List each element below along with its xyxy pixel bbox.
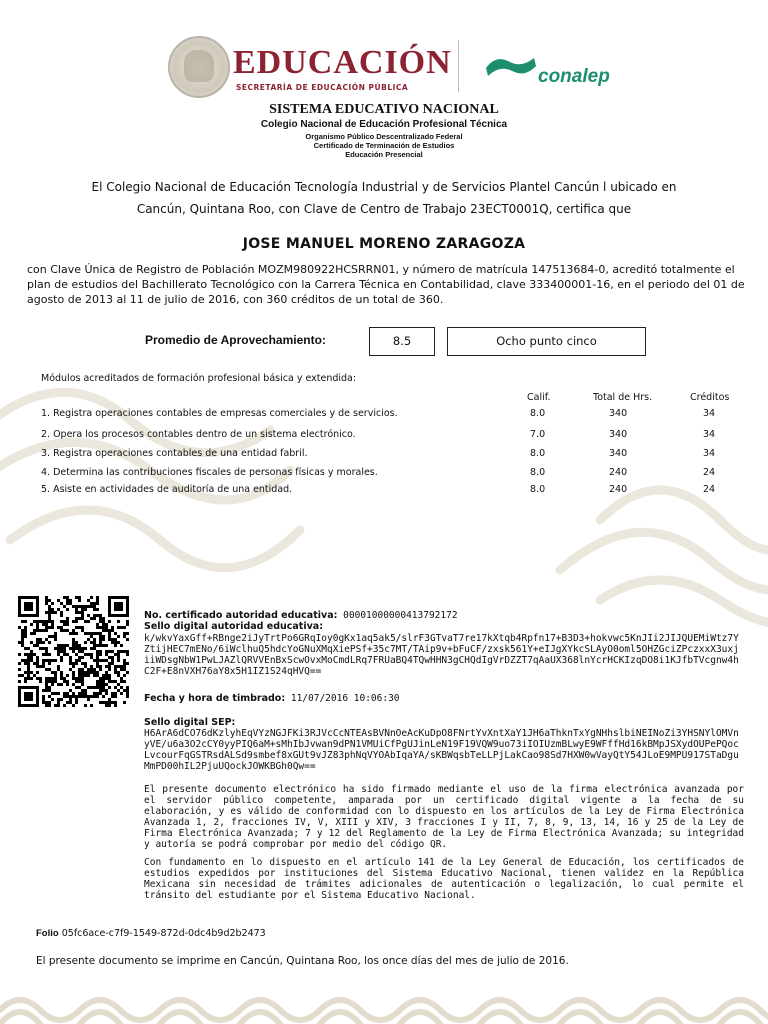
module-credits: 34 — [703, 429, 716, 440]
college-title: Colegio Nacional de Educación Profesional Técnica — [260, 119, 508, 130]
timestamp-value: 11/07/2016 10:06:30 — [290, 693, 400, 704]
student-name: JOSE MANUEL MORENO ZARAGOZA — [242, 236, 526, 252]
certification-details: con Clave Única de Registro de Población MOZM980922HCSRRN01, y número de matrícula 147513684-0, acreditó totalmente el plan de estudios del Bachillerato Tecnológico con la Carrera Técnica en Contabilidad, clave 333400001-16, en el periodo del 01 de agosto de 2013 al 11 de julio de 2016, con 360 créditos de un total de 360. — [27, 263, 745, 306]
module-row — [41, 484, 741, 500]
module-row — [41, 467, 741, 483]
legal-notice-signature: El presente documento electrónico ha sido firmado mediante el uso de la firma electrónica avanzada por el servidor público competente, amparada por un certificado digital vigente a la fecha de su elaboración, y es válido de conformidad con lo dispuesto en los artículos de la Ley de Firma Electrónica Avanzada 1, 2, fracciones IV, V, XIII y XIV, 3 fracciones I y II, 7, 8, 9, 13, 14, 16 y 25 de la Ley de Firma Electrónica Avanzada; 7 y 12 del Reglamento de la Ley de Firma Electrónica Avanzada; su integridad y autoría se podrá comprobar por medio del código QR. — [144, 784, 744, 850]
verification-qr-code[interactable] — [18, 596, 129, 707]
conalep-logo-text: conalep — [538, 66, 610, 87]
national-seal-logo — [168, 36, 230, 98]
module-grade: 8.0 — [530, 448, 546, 459]
average-value-box: 8.5 — [369, 327, 435, 356]
certification-line-1: El Colegio Nacional de Educación Tecnología Industrial y de Servicios Plantel Cancún l ubicado en — [91, 180, 677, 194]
module-hours: 240 — [609, 467, 628, 478]
module-grade: 8.0 — [530, 408, 546, 419]
average-words-box: Ocho punto cinco — [447, 327, 646, 356]
module-grade: 7.0 — [530, 429, 546, 440]
module-hours: 340 — [609, 408, 628, 419]
folio-value: 05fc6ace-c7f9-1549-872d-0dc4b9d2b2473 — [61, 928, 266, 939]
sep-logo-title: EDUCACIÓN — [233, 44, 452, 81]
column-header-credits: Créditos — [690, 392, 730, 403]
certificate-number-value: 00001000000413792172 — [343, 610, 458, 621]
module-row — [41, 429, 741, 445]
sep-seal-value: H6ArA6dCO76dKzlyhEqVYzNGJFKi3RJVcCcNTEAsBVNnOeAcKuDpO8FNrtYvXntXaY1JH6aThknTxYgNHhslbiNEINoZi3YHSNYlOMVnyVE/u6a3O2cCY0yyPIQ6aM+sMhIbJvwan9dPN1VMUiCfPgUJinLeN19F19VQW9uo73iIOIUzmBLwyE9WFffHd16kBMpJSXydOUPePQocLvcourFqGSTRsdALSd9smbef8xGUt9vJZ83phNqVYOAbIqaYA/sKBWqsbTeLLPjLakCao98Sd7HXW0wVayQtY54JLoE9MPU917STaDguMmPD00hIL2PjuUQockJOWKBGh0Qw== — [144, 728, 739, 772]
header-divider — [458, 40, 459, 92]
sep-logo-subtitle: SECRETARÍA DE EDUCACIÓN PÚBLICA — [236, 83, 409, 92]
system-title: SISTEMA EDUCATIVO NACIONAL — [269, 102, 499, 117]
module-description: 5. Asiste en actividades de auditoría de una entidad. — [41, 484, 293, 495]
module-row — [41, 408, 741, 424]
module-description: 4. Determina las contribuciones fiscales de personas físicas y morales. — [41, 467, 378, 478]
folio — [36, 928, 266, 939]
conalep-logo-icon — [484, 52, 538, 84]
certification-line-2: Cancún, Quintana Roo, con Clave de Centro de Trabajo 23ECT0001Q, certifica que — [136, 202, 632, 216]
module-hours: 240 — [609, 484, 628, 495]
module-credits: 24 — [703, 467, 716, 478]
module-credits: 34 — [703, 408, 716, 419]
legal-notice-validity: Con fundamento en lo dispuesto en el artículo 141 de la Ley General de Educación, los certificados de estudios expedidos por instituciones del Sistema Educativo Nacional, tienen validez en la República Mexicana sin necesidad de trámites adicionales de autenticación o legalización, lo cual permite el tránsito del estudiante por el Sistema Educativo Nacional. — [144, 857, 744, 901]
sep-seal-label: Sello digital SEP: — [144, 717, 236, 728]
certificate-number-label: No. certificado autoridad educativa: — [144, 610, 338, 621]
org-type-line: Organismo Público Descentralizado Federal — [305, 132, 463, 141]
module-credits: 24 — [703, 484, 716, 495]
certificate-type-line: Certificado de Terminación de Estudios — [313, 141, 455, 150]
timestamp-label: Fecha y hora de timbrado: — [144, 693, 286, 704]
education-mode-line: Educación Presencial — [345, 150, 423, 159]
education-seal-label: Sello digital autoridad educativa: — [144, 621, 324, 632]
module-hours: 340 — [609, 429, 628, 440]
certificate-number — [144, 610, 744, 621]
folio-label: Folio — [36, 928, 59, 939]
module-grade: 8.0 — [530, 467, 546, 478]
average-label: Promedio de Aprovechamiento: — [145, 333, 326, 347]
module-hours: 340 — [609, 448, 628, 459]
module-row — [41, 448, 741, 464]
module-description: 1. Registra operaciones contables de empresas comerciales y de servicios. — [41, 408, 398, 419]
education-seal-value: k/wkvYaxGff+RBnge2iJyTrtPo6GRqIoy0gKx1aq5ak5/slrF3GTvaT7re17kXtqb4Rpfn17+B3D3+hokvwc5KnJIi2JIJQUEMiWtz7YZtijHEC7mENo/6iWclhuQ5hdcYoGNuXMqXiePSf+35c7MT/TAip9v+bFuCF/zxsk561Y+eIJgXYkcSLAyO0oml5OHZGciZPczxxX3uxjiiWDsgNbW1PwLJAZlQRVVEnBxScwOvxMoCmdLRq7FRUaBQ4TQwHHN3gCHQdIgVrDZZT7qAaUX368lnYcrHCKIzqDO8i1KJfbTVcgnw4hC2F+E8nVXH76aY8x5H1IZ1S24qHVQ== — [144, 633, 739, 677]
column-header-grade: Calif. — [527, 392, 551, 403]
column-header-hours: Total de Hrs. — [593, 392, 653, 403]
module-description: 2. Opera los procesos contables dentro de un sistema electrónico. — [41, 429, 356, 440]
module-description: 3. Registra operaciones contables de una entidad fabril. — [41, 448, 308, 459]
modules-heading: Módulos acreditados de formación profesional básica y extendida: — [41, 373, 357, 384]
module-credits: 34 — [703, 448, 716, 459]
timestamp — [144, 693, 744, 704]
issue-statement: El presente documento se imprime en Cancún, Quintana Roo, los once días del mes de julio de 2016. — [36, 955, 569, 967]
module-grade: 8.0 — [530, 484, 546, 495]
